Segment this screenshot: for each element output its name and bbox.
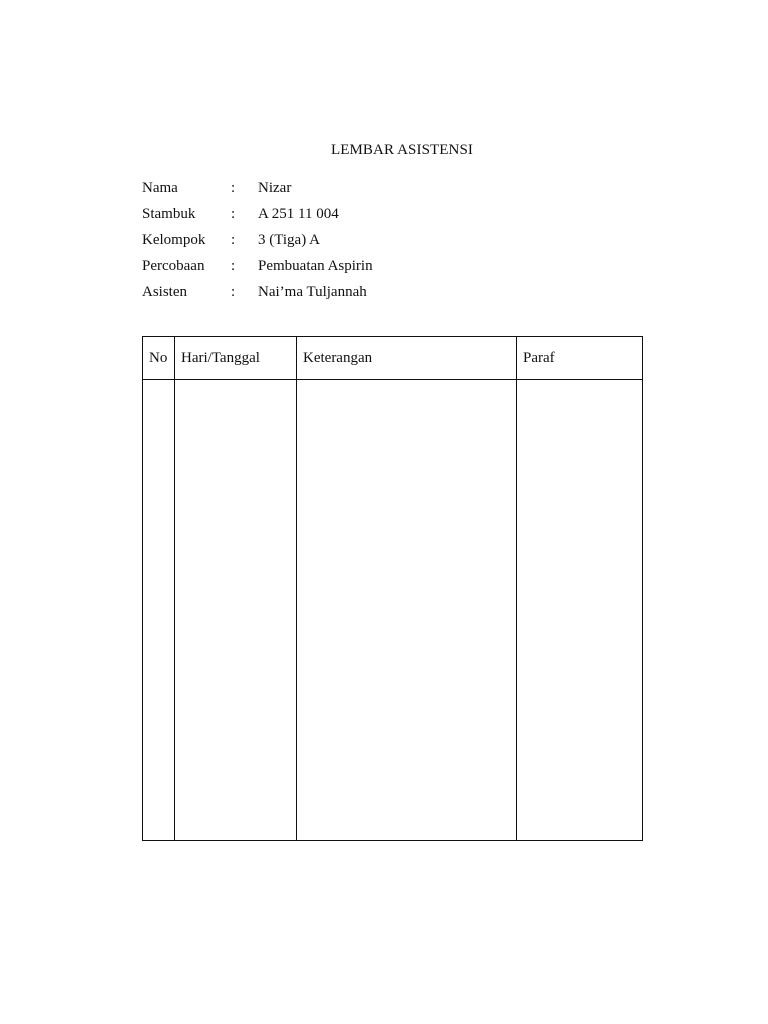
cell-hari-tanggal xyxy=(175,380,297,841)
info-value: Pembuatan Aspirin xyxy=(258,258,373,274)
info-separator: : xyxy=(231,258,236,274)
column-header-paraf: Paraf xyxy=(517,337,643,380)
asistensi-table xyxy=(142,336,643,841)
page-title: LEMBAR ASISTENSI xyxy=(330,142,474,158)
info-label: Nama xyxy=(142,180,178,196)
info-label: Kelompok xyxy=(142,232,206,248)
cell-no xyxy=(143,380,175,841)
table-row xyxy=(143,380,643,841)
table-header-row xyxy=(143,337,643,380)
info-separator: : xyxy=(231,180,236,196)
cell-paraf xyxy=(517,380,643,841)
info-separator: : xyxy=(231,232,236,248)
info-label: Asisten xyxy=(142,284,187,300)
column-header-keterangan: Keterangan xyxy=(297,337,517,380)
info-value: Nai’ma Tuljannah xyxy=(258,284,367,300)
info-value: A 251 11 004 xyxy=(258,206,339,222)
info-separator: : xyxy=(231,206,236,222)
cell-keterangan xyxy=(297,380,517,841)
info-label: Percobaan xyxy=(142,258,205,274)
column-header-no: No xyxy=(143,337,175,380)
info-label: Stambuk xyxy=(142,206,196,222)
info-value: 3 (Tiga) A xyxy=(258,232,320,248)
info-value: Nizar xyxy=(258,180,292,196)
info-separator: : xyxy=(231,284,236,300)
column-header-hari-tanggal: Hari/Tanggal xyxy=(175,337,297,380)
